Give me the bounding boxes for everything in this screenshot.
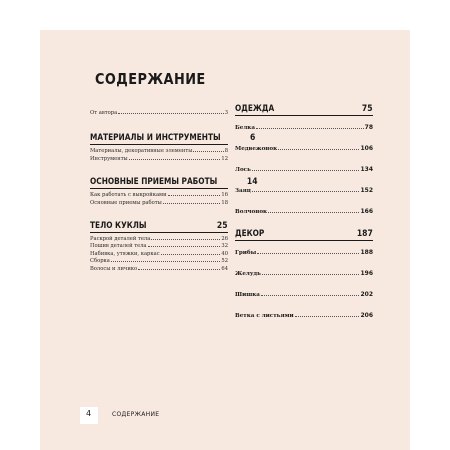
- leader-dots: [268, 212, 359, 213]
- toc-entry-page: 64: [221, 265, 228, 272]
- toc-entry-label: Как работать с выкройками: [90, 192, 167, 199]
- toc-entry[interactable]: [235, 208, 373, 216]
- toc-section-label: ТЕЛО КУКЛЫ: [90, 221, 147, 232]
- toc-entry-label: Лось: [235, 167, 251, 173]
- leader-dots: [193, 151, 223, 152]
- toc-entry-label: Пошив деталей тела: [90, 243, 147, 250]
- toc-entry-label: Ветка с листьями: [235, 313, 294, 319]
- toc-entry[interactable]: [90, 110, 228, 117]
- toc-entry[interactable]: [90, 251, 228, 258]
- leader-dots: [168, 195, 221, 196]
- leader-dots: [256, 128, 364, 129]
- leader-dots: [261, 295, 360, 296]
- leader-dots: [262, 274, 360, 275]
- toc-entry-page: 78: [364, 124, 373, 131]
- toc-section-page: 187: [357, 229, 373, 239]
- toc-entry[interactable]: [90, 243, 228, 250]
- toc-section-heading[interactable]: [90, 221, 228, 233]
- toc-entry-page: 134: [360, 166, 373, 173]
- leader-dots: [148, 246, 221, 247]
- toc-entry[interactable]: [90, 148, 228, 155]
- toc-entry[interactable]: [90, 266, 228, 273]
- toc-entry-label: Медвежонок: [235, 146, 278, 152]
- toc-entry-label: Белка: [235, 125, 255, 131]
- toc-section-doll-body: [90, 221, 228, 273]
- toc-section-page: 75: [362, 104, 373, 114]
- toc-entry[interactable]: [235, 249, 373, 257]
- toc-section-label: ДЕКОР: [235, 229, 265, 239]
- toc-entry-page: 12: [221, 155, 228, 162]
- page-title: СОДЕРЖАНИЕ: [95, 70, 206, 88]
- toc-entry[interactable]: [90, 236, 228, 243]
- toc-section-label: ОСНОВНЫЕ ПРИЕМЫ РАБОТЫ: [90, 177, 218, 188]
- leader-dots: [278, 149, 359, 150]
- toc-right-column: [235, 104, 373, 333]
- toc-entry-label: Инструменты: [90, 155, 128, 162]
- leader-dots: [252, 191, 360, 192]
- toc-entry[interactable]: [90, 258, 228, 265]
- toc-section-heading[interactable]: [90, 177, 258, 189]
- toc-entry-page: 52: [221, 258, 228, 265]
- toc-entry-page: 40: [221, 250, 228, 257]
- toc-section-heading[interactable]: [90, 133, 256, 145]
- toc-entry-label: Грибы: [235, 250, 257, 256]
- toc-entry-page: 32: [221, 243, 228, 250]
- toc-entry-label: Волосы и личико: [90, 265, 138, 272]
- toc-entry-page: 8: [224, 148, 228, 155]
- toc-entry[interactable]: [235, 312, 373, 320]
- leader-dots: [111, 261, 221, 262]
- toc-entry[interactable]: [90, 200, 228, 207]
- toc-entry[interactable]: [235, 145, 373, 153]
- toc-entry-page: 166: [360, 208, 373, 215]
- toc-entry-page: 106: [360, 145, 373, 152]
- toc-entry-label: От автора: [90, 110, 118, 116]
- leader-dots: [138, 269, 220, 270]
- toc-entry-label: Заяц: [235, 188, 251, 194]
- leader-dots: [151, 239, 220, 240]
- page-number: 4: [86, 409, 92, 418]
- toc-entry[interactable]: [235, 166, 373, 174]
- toc-entry-page: 188: [360, 249, 373, 256]
- toc-entry-label: Сборка: [90, 258, 110, 265]
- toc-entry-label: Желудь: [235, 271, 261, 277]
- toc-entry-page: 26: [221, 236, 228, 243]
- toc-entry[interactable]: [90, 156, 228, 163]
- leader-dots: [161, 254, 221, 255]
- leader-dots: [163, 203, 221, 204]
- toc-section-heading[interactable]: [235, 229, 373, 241]
- toc-entry[interactable]: [235, 270, 373, 278]
- toc-entry[interactable]: [235, 187, 373, 195]
- toc-entry-page: 16: [221, 192, 228, 199]
- toc-entry-label: Набивка, утяжки, каркас: [90, 250, 160, 257]
- toc-section-heading[interactable]: [235, 104, 373, 116]
- toc-entry[interactable]: [90, 192, 228, 199]
- toc-entry[interactable]: [235, 124, 373, 132]
- toc-entry-label: Основные приемы работы: [90, 199, 162, 206]
- toc-section-decor: [235, 229, 373, 320]
- toc-entry-page: 3: [224, 110, 228, 116]
- leader-dots: [257, 253, 359, 254]
- toc-entry-label: Волчонок: [235, 209, 268, 215]
- toc-entry-page: 202: [360, 291, 373, 298]
- toc-entry-page: 206: [360, 312, 373, 319]
- toc-entry-label: Материалы, декоративные элементы: [90, 148, 193, 155]
- toc-section-label: ОДЕЖДА: [235, 104, 275, 114]
- toc-entry-label: Раскрой деталей тела: [90, 236, 151, 243]
- toc-section-label: МАТЕРИАЛЫ И ИНСТРУМЕНТЫ: [90, 133, 221, 144]
- toc-entry-page: 152: [360, 187, 373, 194]
- toc-entry[interactable]: [235, 291, 373, 299]
- leader-dots: [295, 316, 360, 317]
- toc-section-clothing: [235, 104, 373, 216]
- leader-dots: [252, 170, 360, 171]
- toc-section-page: 6: [250, 133, 256, 144]
- toc-entry-label: Шишка: [235, 292, 260, 298]
- leader-dots: [129, 159, 221, 160]
- leader-dots: [118, 113, 223, 114]
- toc-entry-page: 196: [360, 270, 373, 277]
- toc-section-page: 25: [217, 221, 228, 232]
- toc-entry-page: 18: [221, 199, 228, 206]
- toc-section-page: 14: [247, 177, 258, 188]
- toc-section-materials: [90, 133, 256, 163]
- running-title: СОДЕРЖАНИЕ: [112, 411, 160, 418]
- toc-intro: [90, 110, 228, 117]
